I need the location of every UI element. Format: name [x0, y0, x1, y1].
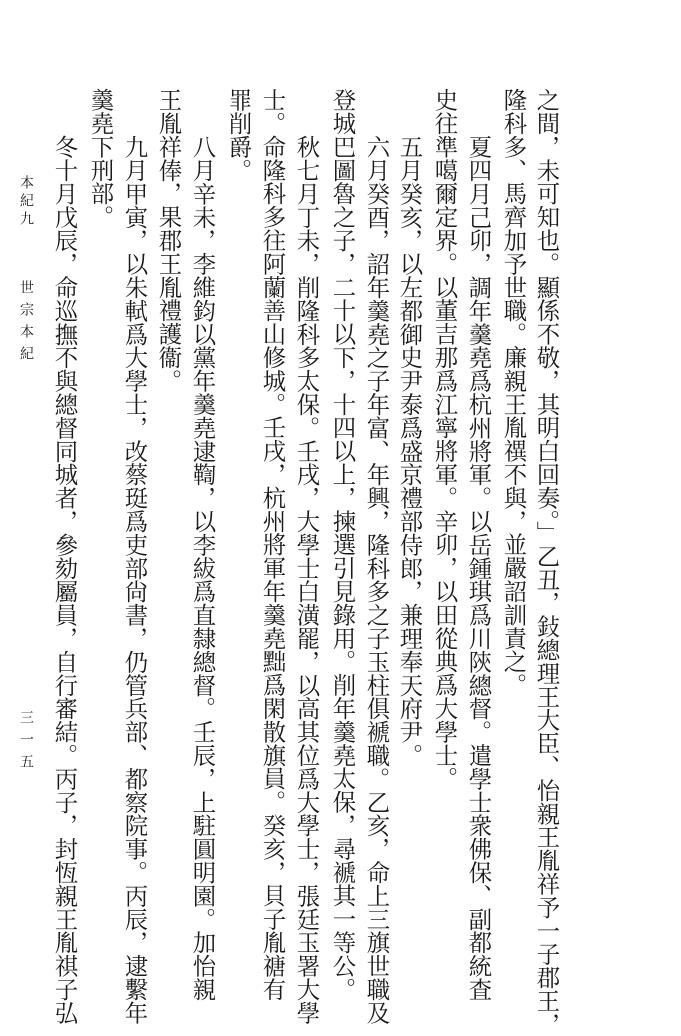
- text-column-10: 罪削爵。: [224, 88, 253, 182]
- text-column-13: 九月甲寅，以朱軾爲大學士，改蔡珽爲吏部尙書，仍管兵部、都察院事。丙辰，逮繫年: [120, 135, 149, 1025]
- text-column-1: 之間，未可知也。顯係不敬，其明白回奏。」乙丑，鈙總理王大臣、怡親王胤祥予一子郡王，: [532, 88, 561, 1036]
- text-column-7: 登城巴圖魯之子，二十以下，十四以上，揀選引見錄用。削年羹堯太保，尋褫其一等公。: [328, 88, 357, 1001]
- text-column-12: 王胤祥俸，果郡王胤禮護衞。: [154, 88, 183, 393]
- text-column-3: 夏四月己卯，調年羹堯爲杭州將軍。以岳鍾琪爲川陝總督。遣學士衆佛保、副都統査: [464, 135, 493, 1001]
- text-column-4: 史往準噶爾定界。以董吉那爲江寧將軍。辛卯，以田從典爲大學士。: [430, 88, 459, 790]
- text-column-6: 六月癸酉，詔年羹堯之子年富、年興，隆科多之子玉柱俱褫職。乙亥，命上三旗世職及: [362, 135, 391, 1025]
- page-number: 三一五: [18, 710, 34, 776]
- text-column-2: 隆科多、馬齊加予世職。廉親王胤禩不與，並嚴詔訓責之。: [499, 88, 528, 697]
- text-column-15: 冬十月戊辰，命巡撫不與總督同城者，參劾屬員，自行審結。丙子，封恆親王胤祺子弘: [50, 135, 79, 1025]
- text-column-8: 秋七月丁未，削隆科多太保。壬戌，大學士白潢罷，以高其位爲大學士，張廷玉署大學: [292, 135, 321, 1025]
- text-column-5: 五月癸亥，以左都御史尹泰爲盛京禮部侍郎，兼理奉天府尹。: [395, 135, 424, 767]
- chapter-heading: 本紀九: [18, 175, 34, 229]
- text-column-11: 八月辛未，李維鈞以黨年羹堯逮鞫，以李紱爲直隸總督。壬辰，上駐圓明園。加怡親: [188, 135, 217, 1001]
- text-column-9: 士。命隆科多往阿蘭善山修城。壬戌，杭州將軍年羹堯黜爲閑散旗員。癸亥，貝子胤禟有: [258, 88, 287, 1001]
- text-column-14: 羹堯下刑部。: [86, 88, 115, 229]
- section-heading: 世宗本紀: [18, 280, 34, 368]
